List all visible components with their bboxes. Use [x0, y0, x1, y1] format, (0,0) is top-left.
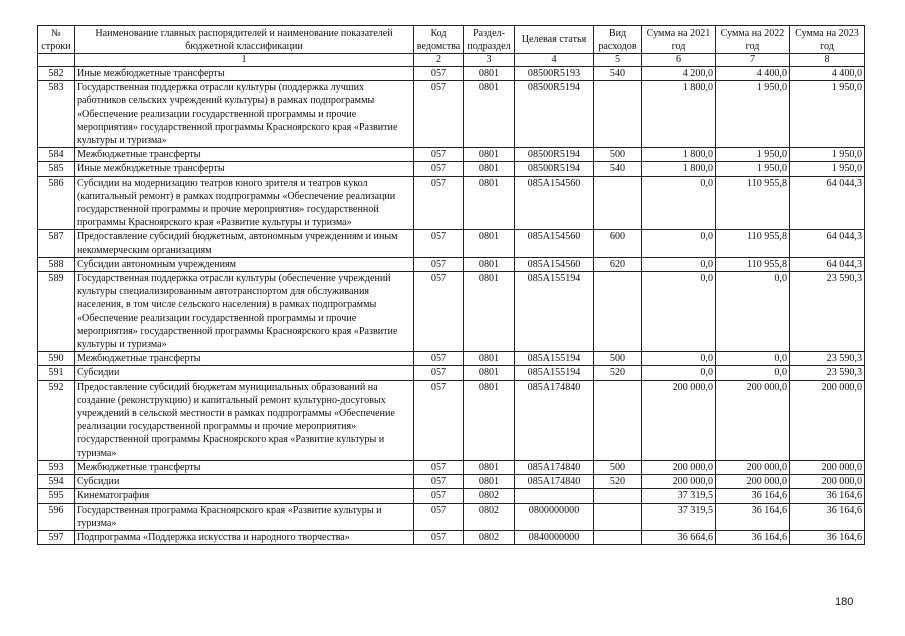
cell-target: 085A174840: [515, 380, 594, 460]
cell-dept: 057: [414, 352, 464, 366]
cell-num: 586: [38, 176, 75, 230]
cell-name: Иные межбюджетные трансферты: [75, 162, 414, 176]
table-row: [38, 148, 865, 162]
cell-section: 0801: [464, 176, 515, 230]
cell-target: 08500R5193: [515, 67, 594, 81]
cell-y2021: 1 800,0: [642, 162, 716, 176]
header-exptype: Вид расходов: [594, 26, 642, 54]
cell-exptype: [594, 489, 642, 503]
cell-section: 0801: [464, 67, 515, 81]
cell-name: Межбюджетные трансферты: [75, 460, 414, 474]
cell-name: Государственная поддержка отрасли культуры (обеспечение учреждений культуры специализированным автотранспортом для обслуживания населения, в том числе сельского населения) в рамках подпрограммы «Обеспечение реализации государственной программы и прочие мероприятия» государственной программы Красноярского края «Развитие культуры и туризма»: [75, 272, 414, 352]
cell-exptype: 520: [594, 475, 642, 489]
cell-y2022: 36 164,6: [716, 530, 790, 544]
cell-name: Межбюджетные трансферты: [75, 148, 414, 162]
cell-y2022: 110 955,8: [716, 257, 790, 271]
cell-name: Предоставление субсидий бюджетным, автономным учреждениям и иным некоммерческим организациям: [75, 230, 414, 257]
cell-name: Межбюджетные трансферты: [75, 352, 414, 366]
cell-y2021: 0,0: [642, 176, 716, 230]
cell-target: [515, 489, 594, 503]
cell-y2021: 0,0: [642, 272, 716, 352]
header-num: № строки: [38, 26, 75, 54]
cell-y2021: 4 200,0: [642, 67, 716, 81]
cell-target: 085A155194: [515, 366, 594, 380]
cell-target: 085A155194: [515, 352, 594, 366]
cell-y2023: 64 044,3: [790, 257, 865, 271]
header-section: Раздел-подраздел: [464, 26, 515, 54]
cell-y2023: 36 164,6: [790, 503, 865, 530]
cell-y2021: 36 664,6: [642, 530, 716, 544]
cell-y2022: 36 164,6: [716, 503, 790, 530]
cell-target: 085A154560: [515, 176, 594, 230]
column-number-row: [38, 54, 865, 67]
cell-y2021: 1 800,0: [642, 81, 716, 148]
cell-num: 596: [38, 503, 75, 530]
cell-section: 0801: [464, 460, 515, 474]
cell-y2022: 0,0: [716, 272, 790, 352]
cell-name: Субсидии: [75, 475, 414, 489]
cell-y2023: 36 164,6: [790, 530, 865, 544]
cell-y2023: 200 000,0: [790, 380, 865, 460]
cell-y2021: 0,0: [642, 257, 716, 271]
table-row: [38, 489, 865, 503]
cell-dept: 057: [414, 475, 464, 489]
table-row: [38, 530, 865, 544]
cell-section: 0801: [464, 81, 515, 148]
cell-y2021: 37 319,5: [642, 489, 716, 503]
table-row: [38, 257, 865, 271]
header-dept: Код ведомства: [414, 26, 464, 54]
cell-dept: 057: [414, 489, 464, 503]
cell-exptype: 500: [594, 148, 642, 162]
cell-name: Предоставление субсидий бюджетам муниципальных образований на создание (реконструкцию) и капитальный ремонт культурно-досуговых учреждений в сельской местности в рамках подпрограммы «Обеспечение реализации государственной программы и прочие мероприятия» государственной программы Красноярского края «Развитие культуры и туризма»: [75, 380, 414, 460]
column-number: 6: [642, 54, 716, 67]
cell-num: 583: [38, 81, 75, 148]
cell-target: 0840000000: [515, 530, 594, 544]
cell-dept: 057: [414, 230, 464, 257]
cell-dept: 057: [414, 460, 464, 474]
cell-target: 085A155194: [515, 272, 594, 352]
cell-name: Государственная поддержка отрасли культуры (поддержка лучших работников сельских учреждений культуры) в рамках подпрограммы «Обеспечение реализации государственной программы и прочие мероприятия» государственной программы Красноярского края «Развитие культуры и туризма»: [75, 81, 414, 148]
cell-exptype: [594, 272, 642, 352]
column-number: [38, 54, 75, 67]
table-row: [38, 162, 865, 176]
cell-num: 591: [38, 366, 75, 380]
cell-num: 585: [38, 162, 75, 176]
cell-y2021: 0,0: [642, 230, 716, 257]
cell-target: 08500R5194: [515, 148, 594, 162]
table-row: [38, 460, 865, 474]
cell-y2023: 23 590,3: [790, 366, 865, 380]
cell-section: 0801: [464, 272, 515, 352]
cell-exptype: [594, 81, 642, 148]
cell-section: 0801: [464, 148, 515, 162]
cell-y2023: 23 590,3: [790, 272, 865, 352]
cell-dept: 057: [414, 67, 464, 81]
cell-y2023: 1 950,0: [790, 81, 865, 148]
cell-num: 594: [38, 475, 75, 489]
cell-dept: 057: [414, 148, 464, 162]
cell-exptype: 540: [594, 162, 642, 176]
column-number: 3: [464, 54, 515, 67]
cell-y2022: 1 950,0: [716, 162, 790, 176]
cell-y2023: 23 590,3: [790, 352, 865, 366]
table-row: [38, 503, 865, 530]
cell-num: 587: [38, 230, 75, 257]
cell-target: 08500R5194: [515, 81, 594, 148]
table-row: [38, 352, 865, 366]
header-name: Наименование главных распорядителей и наименование показателей бюджетной классификации: [75, 26, 414, 54]
table-row: [38, 475, 865, 489]
cell-exptype: [594, 176, 642, 230]
header-2023: Сумма на 2023 год: [790, 26, 865, 54]
cell-name: Кинематография: [75, 489, 414, 503]
column-number: 7: [716, 54, 790, 67]
cell-section: 0801: [464, 475, 515, 489]
cell-exptype: 620: [594, 257, 642, 271]
cell-name: Иные межбюджетные трансферты: [75, 67, 414, 81]
cell-dept: 057: [414, 257, 464, 271]
cell-y2021: 0,0: [642, 366, 716, 380]
cell-section: 0801: [464, 366, 515, 380]
page-number: 180: [835, 596, 854, 608]
cell-section: 0801: [464, 230, 515, 257]
cell-y2023: 200 000,0: [790, 475, 865, 489]
table-row: [38, 366, 865, 380]
table-row: [38, 272, 865, 352]
cell-y2023: 1 950,0: [790, 148, 865, 162]
cell-y2022: 200 000,0: [716, 475, 790, 489]
cell-dept: 057: [414, 81, 464, 148]
cell-num: 582: [38, 67, 75, 81]
header-2022: Сумма на 2022 год: [716, 26, 790, 54]
cell-y2022: 110 955,8: [716, 176, 790, 230]
cell-num: 595: [38, 489, 75, 503]
cell-y2023: 36 164,6: [790, 489, 865, 503]
cell-exptype: [594, 530, 642, 544]
table-row: [38, 380, 865, 460]
cell-section: 0801: [464, 380, 515, 460]
cell-name: Субсидии: [75, 366, 414, 380]
cell-exptype: 540: [594, 67, 642, 81]
cell-y2022: 110 955,8: [716, 230, 790, 257]
cell-y2023: 4 400,0: [790, 67, 865, 81]
cell-section: 0802: [464, 530, 515, 544]
cell-target: 085A174840: [515, 460, 594, 474]
cell-num: 584: [38, 148, 75, 162]
header-target: Целевая статья: [515, 26, 594, 54]
cell-exptype: 500: [594, 352, 642, 366]
cell-section: 0802: [464, 503, 515, 530]
cell-target: 08500R5194: [515, 162, 594, 176]
cell-y2021: 200 000,0: [642, 460, 716, 474]
cell-y2023: 200 000,0: [790, 460, 865, 474]
cell-section: 0801: [464, 257, 515, 271]
cell-y2021: 200 000,0: [642, 475, 716, 489]
cell-target: 0800000000: [515, 503, 594, 530]
cell-num: 597: [38, 530, 75, 544]
cell-y2021: 1 800,0: [642, 148, 716, 162]
cell-target: 085A154560: [515, 257, 594, 271]
cell-y2022: 4 400,0: [716, 67, 790, 81]
cell-exptype: 500: [594, 460, 642, 474]
cell-dept: 057: [414, 176, 464, 230]
cell-num: 592: [38, 380, 75, 460]
cell-dept: 057: [414, 366, 464, 380]
cell-y2022: 200 000,0: [716, 460, 790, 474]
cell-y2023: 64 044,3: [790, 176, 865, 230]
column-number: 4: [515, 54, 594, 67]
cell-target: 085A174840: [515, 475, 594, 489]
cell-dept: 057: [414, 503, 464, 530]
cell-name: Субсидии автономным учреждениям: [75, 257, 414, 271]
table-row: [38, 230, 865, 257]
cell-y2022: 0,0: [716, 352, 790, 366]
cell-num: 593: [38, 460, 75, 474]
cell-y2022: 200 000,0: [716, 380, 790, 460]
header-2021: Сумма на 2021 год: [642, 26, 716, 54]
table-row: [38, 81, 865, 148]
cell-num: 589: [38, 272, 75, 352]
cell-name: Субсидии на модернизацию театров юного зрителя и театров кукол (капитальный ремонт) в рамках подпрограммы «Обеспечение реализации государственной программы и прочие мероприятия» государственной программы Красноярского края «Развитие культуры и туризма»: [75, 176, 414, 230]
header-row: [38, 26, 865, 54]
budget-table: [37, 25, 865, 545]
cell-section: 0801: [464, 352, 515, 366]
cell-target: 085A154560: [515, 230, 594, 257]
cell-exptype: 520: [594, 366, 642, 380]
cell-dept: 057: [414, 272, 464, 352]
cell-y2022: 0,0: [716, 366, 790, 380]
column-number: 2: [414, 54, 464, 67]
cell-y2021: 0,0: [642, 352, 716, 366]
cell-dept: 057: [414, 380, 464, 460]
cell-y2022: 1 950,0: [716, 81, 790, 148]
cell-y2021: 37 319,5: [642, 503, 716, 530]
cell-name: Государственная программа Красноярского края «Развитие культуры и туризма»: [75, 503, 414, 530]
cell-dept: 057: [414, 530, 464, 544]
table-row: [38, 176, 865, 230]
cell-exptype: [594, 380, 642, 460]
cell-y2022: 1 950,0: [716, 148, 790, 162]
table-row: [38, 67, 865, 81]
cell-section: 0801: [464, 162, 515, 176]
cell-name: Подпрограмма «Поддержка искусства и народного творчества»: [75, 530, 414, 544]
cell-num: 590: [38, 352, 75, 366]
cell-y2023: 64 044,3: [790, 230, 865, 257]
cell-y2023: 1 950,0: [790, 162, 865, 176]
table-body: [38, 67, 865, 545]
cell-exptype: 600: [594, 230, 642, 257]
cell-y2022: 36 164,6: [716, 489, 790, 503]
cell-dept: 057: [414, 162, 464, 176]
column-number: 1: [75, 54, 414, 67]
column-number: 8: [790, 54, 865, 67]
cell-y2021: 200 000,0: [642, 380, 716, 460]
cell-num: 588: [38, 257, 75, 271]
cell-section: 0802: [464, 489, 515, 503]
column-number: 5: [594, 54, 642, 67]
cell-exptype: [594, 503, 642, 530]
